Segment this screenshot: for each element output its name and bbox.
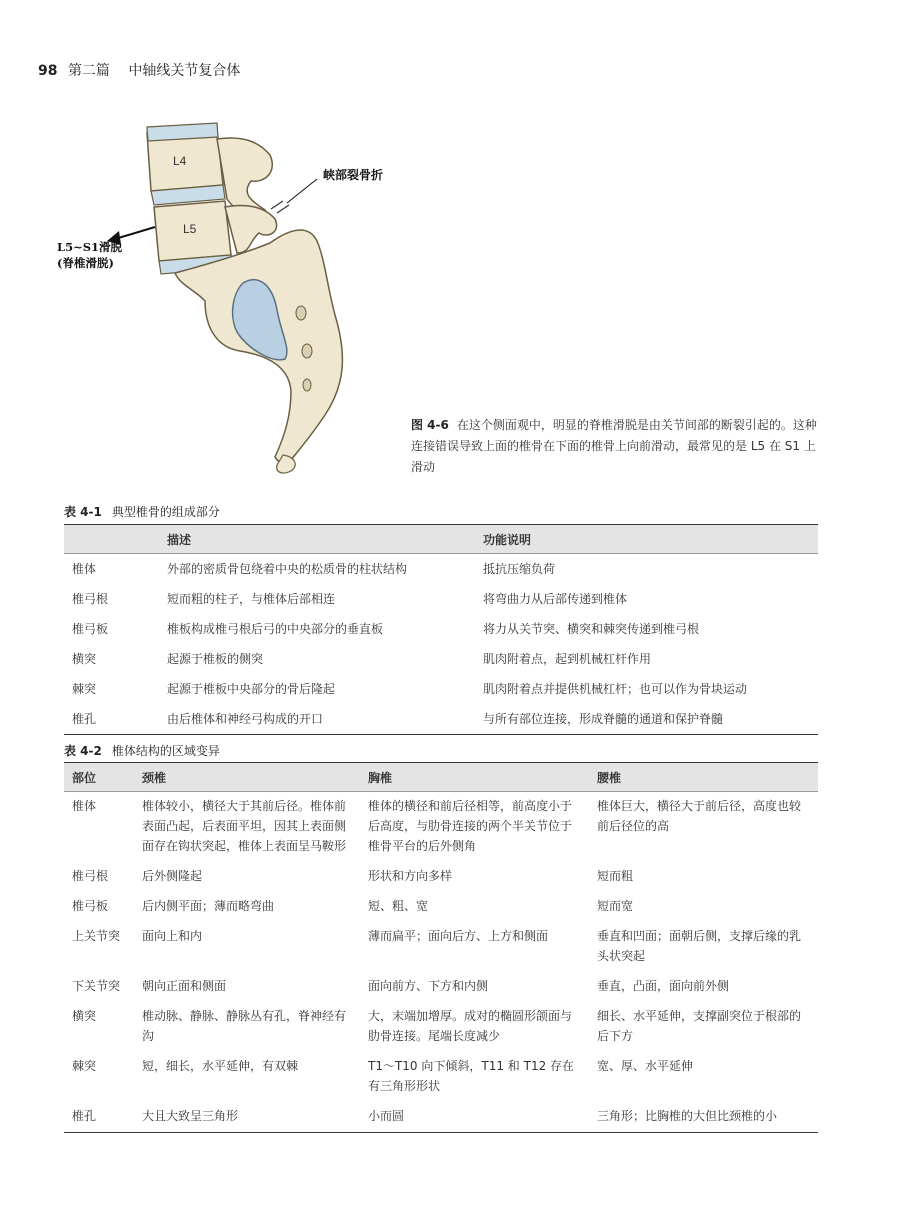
table-row (64, 614, 818, 644)
part-label: 第二篇 (67, 63, 110, 79)
table1-caption: 典型椎骨的组成部分 (111, 505, 220, 519)
table-row (64, 674, 818, 704)
table-row (64, 922, 818, 972)
table-cell: 短而粗 (597, 869, 634, 883)
table-row (64, 554, 818, 585)
table2-header-row (64, 763, 818, 792)
table-cell: 椎板构成椎弓根后弓的中央部分的垂直板 (167, 622, 384, 636)
table-cell: 棘突 (72, 682, 97, 696)
table-cell: 抵抗压缩负荷 (483, 562, 556, 576)
table-cell: 下关节突 (72, 979, 121, 993)
figure-caption (411, 415, 821, 478)
table2-title (64, 742, 220, 759)
table-cell: 由后椎体和神经弓构成的开口 (159, 704, 475, 735)
table-cell: 大且大致呈三角形 (134, 1102, 360, 1133)
table2-header: 部位 (64, 763, 134, 792)
table2-header: 颈椎 (134, 763, 360, 792)
table-cell: 将弯曲力从后部传递到椎体 (483, 592, 628, 606)
table-cell: 后内侧平面；薄而略弯曲 (142, 899, 275, 913)
table1-number: 表 4-1 (64, 505, 102, 519)
chapter-title: 中轴线关节复合体 (128, 63, 241, 79)
table-cell: 形状和方向多样 (368, 869, 453, 883)
table-cell: 面向上和内 (142, 929, 203, 943)
table-cell: 横突 (72, 652, 97, 666)
table2-caption: 椎体结构的区域变异 (111, 744, 220, 758)
table-cell: 椎动脉、静脉、静脉丛有孔，脊神经有沟 (142, 1009, 347, 1043)
table-cell: 后外侧隆起 (142, 869, 203, 883)
table-row (64, 972, 818, 1002)
table-cell: 横突 (72, 1009, 97, 1023)
table-cell: 肌肉附着点，起到机械杠杆作用 (483, 652, 652, 666)
table-cell: 肌肉附着点并提供机械杠杆；也可以作为骨块运动 (483, 682, 748, 696)
table-cell: 椎弓板 (72, 622, 109, 636)
table1 (64, 524, 818, 735)
table1-header: 描述 (159, 525, 475, 554)
table-cell: 椎弓板 (72, 899, 109, 913)
label-l4: L4 (173, 154, 187, 168)
table-cell: 椎体 (72, 562, 97, 576)
table-cell: 短，细长，水平延伸，有双棘 (142, 1059, 299, 1073)
table-cell: 起源于椎板的侧突 (167, 652, 264, 666)
table-cell: 椎弓根 (72, 869, 109, 883)
table2 (64, 762, 818, 1133)
table-cell: 椎体的横径和前后径相等，前高度小于后高度，与肋骨连接的两个半关节位于椎骨平台的后外侧角 (368, 799, 573, 853)
table-row (64, 1102, 818, 1133)
table-cell: 小而圆 (360, 1102, 589, 1133)
table-cell: 与所有部位连接，形成脊髓的通道和保护脊髓 (475, 704, 818, 735)
table-cell: 朝向正面和侧面 (142, 979, 227, 993)
label-slip-2: (脊椎滑脱) (57, 256, 114, 270)
table-cell: 椎弓根 (72, 592, 109, 606)
table-cell: 上关节突 (72, 929, 121, 943)
table-cell: 起源于椎板中央部分的骨后隆起 (167, 682, 336, 696)
table-cell: 椎孔 (64, 704, 159, 735)
table-row (64, 792, 818, 863)
table-cell: 将力从关节突、横突和棘突传递到椎弓根 (483, 622, 700, 636)
table-cell: 面向前方、下方和内侧 (368, 979, 489, 993)
table-cell: 外部的密质骨包绕着中央的松质骨的柱状结构 (167, 562, 408, 576)
table-cell: 棘突 (72, 1059, 97, 1073)
label-fracture: 峡部裂骨折 (323, 168, 384, 182)
table-cell: 短而粗的柱子，与椎体后部相连 (167, 592, 336, 606)
table-row (64, 892, 818, 922)
label-slip-1: L5~S1滑脱 (57, 240, 123, 254)
table-row (64, 1052, 818, 1102)
running-header (38, 60, 240, 80)
figure-caption-text: 在这个侧面观中，明显的脊椎滑脱是由关节间部的断裂引起的。这种连接错误导致上面的椎骨在下面的椎骨上向前滑动，最常见的是 L5 在 S1 上滑动 (411, 418, 817, 474)
table2-header: 胸椎 (360, 763, 589, 792)
table1-title (64, 503, 220, 520)
page-number: 98 (38, 63, 58, 79)
table-cell: 椎体较小，横径大于其前后径。椎体前表面凸起，后表面平坦，因其上表面侧面存在钩状突起，椎体上表面呈马鞍形 (142, 799, 347, 853)
table2-number: 表 4-2 (64, 744, 102, 758)
table-row (64, 584, 818, 614)
table-row (64, 1002, 818, 1052)
table-cell: 宽、厚、水平延伸 (597, 1059, 694, 1073)
table-cell: 垂直，凸面，面向前外侧 (597, 979, 730, 993)
table-cell: T1～T10 向下倾斜，T11 和 T12 存在有三角形形状 (368, 1059, 575, 1093)
label-l5: L5 (183, 222, 197, 236)
table-cell: 椎体 (72, 799, 97, 813)
table1-header (64, 525, 159, 554)
figure-number: 图 4-6 (411, 418, 449, 432)
table2-header: 腰椎 (589, 763, 818, 792)
table-cell: 短、粗、宽 (368, 899, 429, 913)
table1-header: 功能说明 (475, 525, 818, 554)
table-row (64, 644, 818, 674)
table-cell: 垂直和凹面；面朝后侧，支撑后缘的乳头状突起 (597, 929, 802, 963)
table-cell: 椎孔 (64, 1102, 134, 1133)
table-cell: 细长、水平延伸，支撑副突位于根部的后下方 (597, 1009, 802, 1043)
table-cell: 短而宽 (597, 899, 634, 913)
table-cell: 椎体巨大，横径大于前后径，高度也较前后径位的高 (597, 799, 802, 833)
table-cell: 大，末端加增厚。成对的椭圆形颌面与肋骨连接。尾端长度减少 (368, 1009, 573, 1043)
table1-header-row (64, 525, 818, 554)
table-cell: 三角形；比胸椎的大但比颈椎的小 (589, 1102, 818, 1133)
spine-illustration (55, 115, 415, 475)
table-row (64, 704, 818, 735)
table-row (64, 862, 818, 892)
table-cell: 薄而扁平；面向后方、上方和侧面 (368, 929, 549, 943)
